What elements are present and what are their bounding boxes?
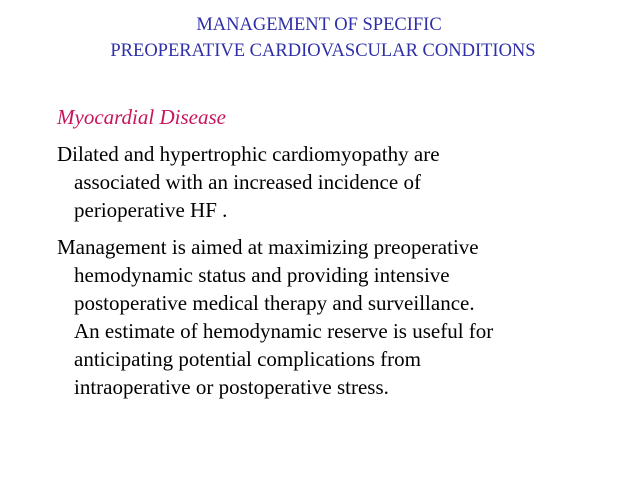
section-subheading: Myocardial Disease	[57, 105, 226, 129]
paragraph-1-line-1: Dilated and hypertrophic cardiomyopathy are	[57, 142, 440, 166]
body-paragraph-management	[57, 233, 632, 401]
paragraph-2-line-3: postoperative medical therapy and surveillance.	[74, 291, 475, 315]
paragraph-1-line-3: perioperative HF .	[74, 198, 228, 222]
paragraph-2-line-4: An estimate of hemodynamic reserve is useful for	[74, 319, 494, 343]
paragraph-2-line-1: Management is aimed at maximizing preoperative	[57, 235, 479, 259]
paragraph-2-line-5: anticipating potential complications from	[74, 347, 421, 371]
paragraph-2-line-6: intraoperative or postoperative stress.	[74, 375, 389, 399]
slide-title-line-1: MANAGEMENT OF SPECIFIC	[196, 15, 442, 35]
slide-title	[0, 12, 638, 64]
paragraph-2-line-2: hemodynamic status and providing intensive	[74, 263, 450, 287]
paragraph-1-line-2: associated with an increased incidence of	[74, 170, 421, 194]
body-paragraph-cardiomyopathy	[57, 140, 632, 224]
slide-title-line-2: PREOPERATIVE CARDIOVASCULAR CONDITIONS	[110, 41, 536, 61]
